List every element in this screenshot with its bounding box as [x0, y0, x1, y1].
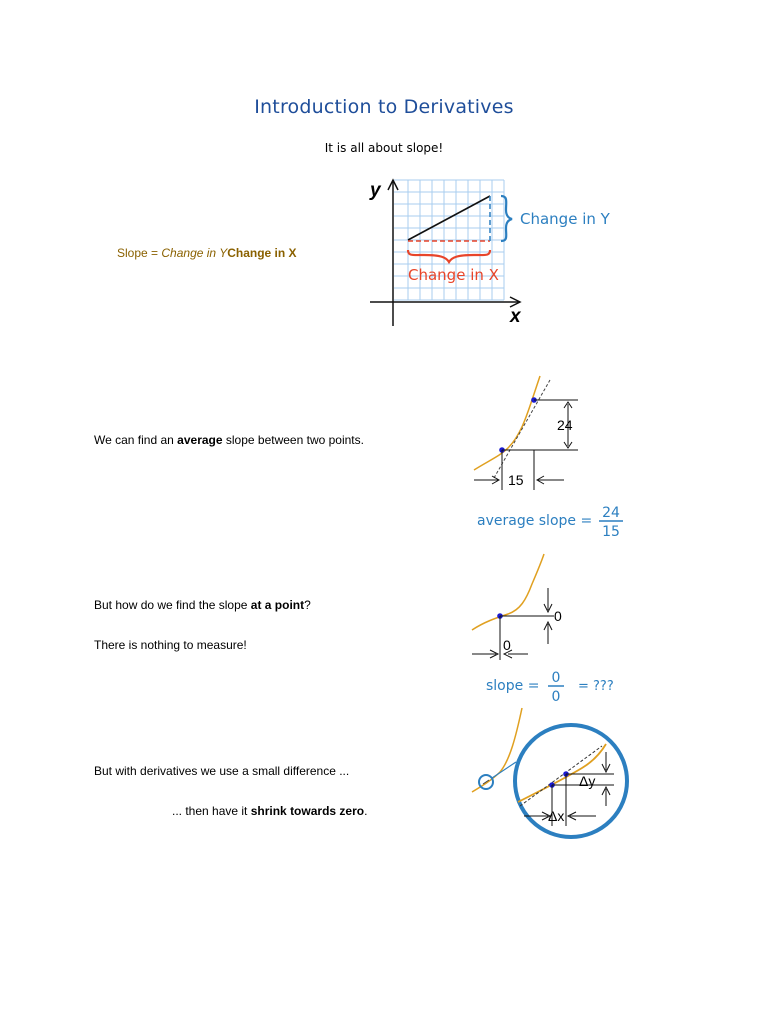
rise-brace — [501, 196, 512, 241]
delta-x-label: Δx — [548, 808, 565, 824]
average-slope-diagram — [468, 374, 638, 546]
slope-prefix: Slope = — [117, 246, 162, 260]
slope-numerator: Change in Y — [161, 246, 228, 260]
zoom-connector — [492, 762, 516, 778]
at-a-point-text: But how do we find the slope at a point? — [94, 598, 311, 612]
fraction-denominator: 15 — [602, 524, 620, 540]
fraction-denominator: 0 — [551, 689, 561, 705]
curve — [472, 554, 544, 630]
axes — [370, 180, 520, 326]
nothing-to-measure-text: There is nothing to measure! — [94, 638, 247, 652]
slope-formula — [117, 246, 297, 260]
slope-denominator: Change in X — [227, 246, 297, 260]
fraction-numerator: 24 — [602, 505, 620, 521]
fraction-numerator: 0 — [551, 670, 561, 686]
dy-value: 0 — [554, 608, 562, 624]
slope-label: slope = — [486, 678, 540, 694]
dx-value: 15 — [508, 472, 524, 488]
delta-y-label: Δy — [579, 773, 596, 789]
page-subtitle: It is all about slope! — [324, 141, 444, 155]
slope-diagram — [360, 172, 620, 328]
zoom-circle — [515, 725, 627, 837]
shrink-towards-zero-text: ... then have it shrink towards zero. — [172, 804, 368, 818]
axis-y-label: y — [370, 180, 381, 201]
dy-value: 24 — [557, 417, 573, 433]
dx-value: 0 — [503, 637, 511, 653]
change-in-x-label: Change in X — [408, 266, 499, 284]
average-slope-label: average slope = — [477, 513, 593, 529]
change-in-y-label: Change in Y — [520, 210, 610, 228]
point-slope-diagram — [468, 552, 638, 708]
small-difference-text: But with derivatives we use a small difference ... — [94, 764, 350, 778]
unknown-result: = ??? — [578, 679, 614, 694]
average-slope-text: We can find an average slope between two points. — [94, 433, 364, 447]
axis-x-label: x — [510, 306, 521, 327]
zoom-diagram — [466, 706, 636, 850]
page-title: Introduction to Derivatives — [254, 96, 514, 118]
dimension-lines — [474, 400, 578, 490]
